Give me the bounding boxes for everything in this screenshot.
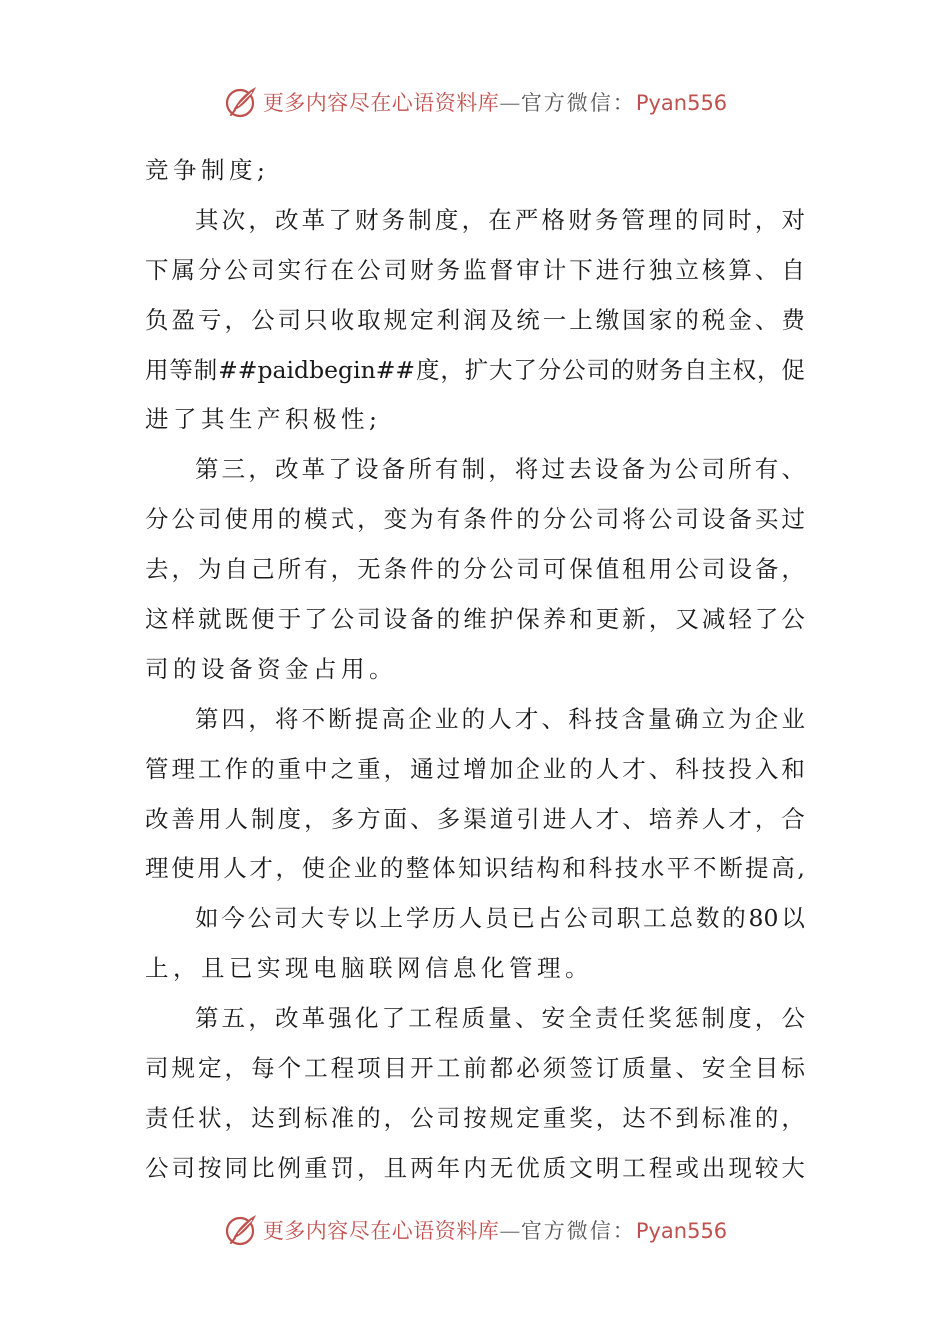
text-line: 竞争制度; xyxy=(145,156,270,184)
text-line: 第 四 ， 将 不 断 提 高 企 业 的 人 才 、 科 技 含 量 确 立 为 企 业 xyxy=(195,704,805,733)
text-line: 上，且已实现电脑联网信息化管理。 xyxy=(145,954,593,983)
text-line: 如 今 公 司 大 专 以 上 学 历 人 员 已 占 公 司 职 工 总 数 的 80 以 xyxy=(195,904,805,933)
text-line: 公 司 按 同 比 例 重 罚 ， 且 两 年 内 无 优 质 文 明 工 程 或 出 现 较 大 xyxy=(145,1153,805,1182)
text-line: 下 属 分 公 司 实 行 在 公 司 财 务 监 督 审 计 下 进 行 独 立 核 算 、 自 xyxy=(145,255,805,284)
header-wechat-id: Pyan556 xyxy=(635,91,728,115)
text-line: 用 等 制 ##paidbegin## 度 ， 扩 大 了 分 公 司 的 财 务 自 主 权 ， 促 xyxy=(145,355,805,384)
quill-pen-logo-icon xyxy=(223,84,259,120)
footer-site-text: 更多内容尽在心语资料库 xyxy=(262,1219,500,1243)
footer-banner-text xyxy=(263,1215,727,1245)
header-separator: — xyxy=(499,91,521,115)
text-line: 司的设备资金占用。 xyxy=(145,654,397,683)
text-line: 管 理 工 作 的 重 中 之 重 ， 通 过 增 加 企 业 的 人 才 、 科 技 投 入 和 xyxy=(145,754,805,783)
text-line: 司 规 定 ， 每 个 工 程 项 目 开 工 前 都 必 须 签 订 质 量 、 安 全 目 标 xyxy=(145,1054,805,1083)
footer-banner xyxy=(0,1208,950,1252)
footer-separator: — xyxy=(499,1219,521,1243)
footer-wechat-label: 官方微信： xyxy=(520,1219,636,1243)
text-line: 第 五 ， 改 革 强 化 了 工 程 质 量 、 安 全 责 任 奖 惩 制 度 ， 公 xyxy=(195,1004,805,1033)
header-banner-text xyxy=(263,87,727,117)
text-line: 负 盈 亏 ， 公 司 只 收 取 规 定 利 润 及 统 一 上 缴 国 家 的 税 金 、 费 xyxy=(145,305,805,334)
document-body xyxy=(145,146,805,1194)
header-banner xyxy=(0,80,950,124)
text-line: 这 样 就 既 便 于 了 公 司 设 备 的 维 护 保 养 和 更 新 ， 又 减 轻 了 公 xyxy=(145,605,805,634)
text-line: 责 任 状 ， 达 到 标 准 的 ， 公 司 按 规 定 重 奖 ， 达 不 到 标 准 的 ， xyxy=(145,1103,805,1132)
text-line: 其 次 ， 改 革 了 财 务 制 度 ， 在 严 格 财 务 管 理 的 同 时 ， 对 xyxy=(195,205,805,234)
text-line: 进了其生产积极性; xyxy=(145,405,382,434)
header-wechat-label: 官方微信： xyxy=(520,91,636,115)
text-line: 分 公 司 使 用 的 模 式 ， 变 为 有 条 件 的 分 公 司 将 公 司 设 备 买 过 xyxy=(145,505,805,534)
quill-pen-logo-icon xyxy=(223,1212,259,1248)
footer-banner-inner xyxy=(223,1212,727,1248)
header-site-text: 更多内容尽在心语资料库 xyxy=(262,91,500,115)
header-banner-inner xyxy=(223,84,727,120)
text-line: 理 使 用 人 才 ， 使 企 业 的 整 体 知 识 结 构 和 科 技 水 平 不 断 提 高 , xyxy=(145,854,805,883)
text-line: 第 三 ， 改 革 了 设 备 所 有 制 ， 将 过 去 设 备 为 公 司 所 有 、 xyxy=(195,455,805,484)
text-line: 改 善 用 人 制 度 ， 多 方 面 、 多 渠 道 引 进 人 才 、 培 养 人 才 ， 合 xyxy=(145,804,805,833)
footer-wechat-id: Pyan556 xyxy=(635,1219,728,1243)
text-line: 去 ， 为 自 己 所 有 ， 无 条 件 的 分 公 司 可 保 值 租 用 公 司 设 备 ， xyxy=(145,555,805,584)
